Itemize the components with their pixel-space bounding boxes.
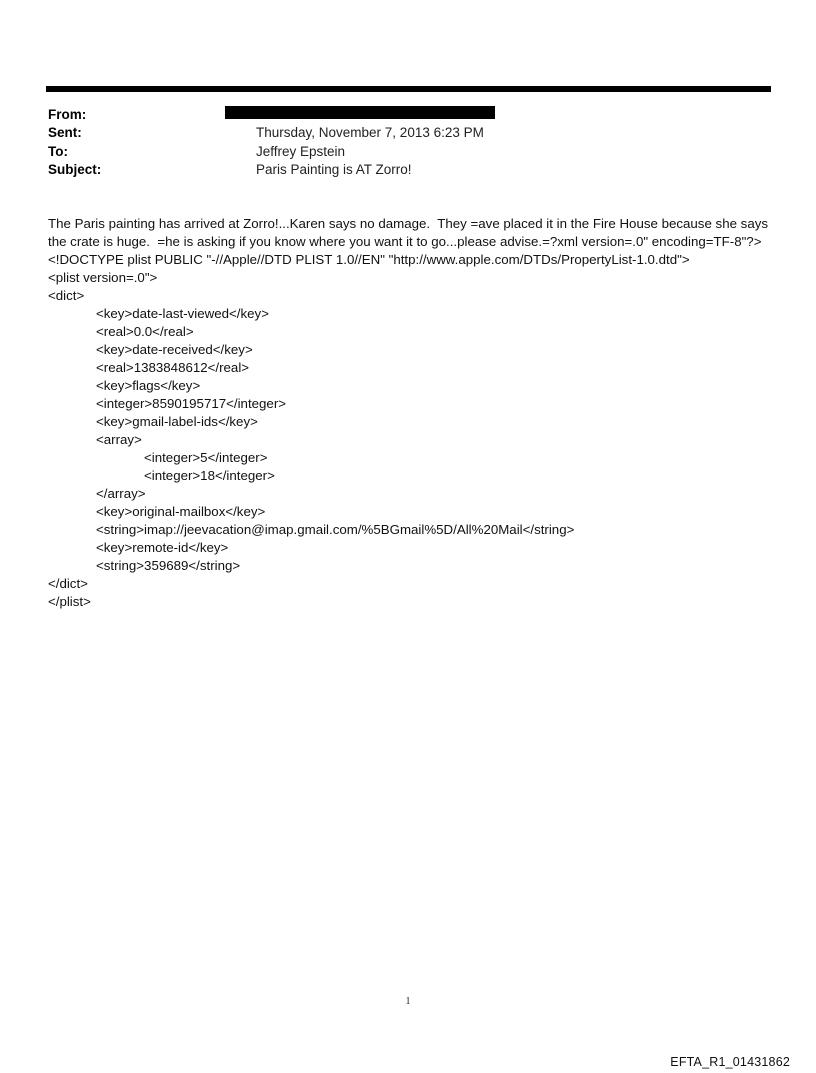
body-line: <string>359689</string> — [96, 558, 241, 573]
email-body — [48, 215, 788, 611]
body-line: <array> — [96, 432, 142, 447]
body-line: <integer>5</integer> — [144, 450, 268, 465]
header-rule — [46, 86, 771, 92]
from-label: From: — [48, 106, 87, 122]
body-line: <key>remote-id</key> — [96, 540, 229, 555]
body-line: <integer>8590195717</integer> — [96, 396, 287, 411]
from-row — [48, 105, 748, 124]
body-line: </plist> — [48, 594, 91, 609]
subject-row — [48, 161, 748, 180]
subject-value: Paris Painting is AT Zorro! — [256, 162, 412, 178]
body-line: <integer>18</integer> — [144, 468, 275, 483]
body-line: <key>date-received</key> — [96, 342, 253, 357]
sent-label: Sent: — [48, 125, 82, 141]
body-line: <key>flags</key> — [96, 378, 201, 393]
body-line: </array> — [96, 486, 146, 501]
body-line: <real>1383848612</real> — [96, 360, 250, 375]
body-line: <real>0.0</real> — [96, 324, 194, 339]
document-id: EFTA_R1_01431862 — [670, 1055, 790, 1069]
body-line: the crate is huge. =he is asking if you know where you want it to go...please advise.=?xml version=.0" encoding=TF-8"?> — [48, 234, 762, 249]
to-value: Jeffrey Epstein — [256, 143, 346, 159]
body-line: <key>gmail-label-ids</key> — [96, 414, 258, 429]
to-row — [48, 142, 748, 161]
body-line: <key>date-last-viewed</key> — [96, 306, 269, 321]
body-line: <string>imap://jeevacation@imap.gmail.com/%5BGmail%5D/All%20Mail</string> — [96, 522, 575, 537]
redaction-bar — [225, 106, 495, 119]
email-header — [48, 105, 748, 179]
body-line: <!DOCTYPE plist PUBLIC "-//Apple//DTD PLIST 1.0//EN" "http://www.apple.com/DTDs/PropertyList-1.0.dtd"> — [48, 252, 690, 267]
sent-row — [48, 124, 748, 143]
body-line: <key>original-mailbox</key> — [96, 504, 266, 519]
sent-value: Thursday, November 7, 2013 6:23 PM — [256, 125, 484, 141]
body-line: </dict> — [48, 576, 88, 591]
to-label: To: — [48, 143, 68, 159]
body-line: <plist version=.0"> — [48, 270, 158, 285]
page-number: 1 — [405, 996, 411, 1007]
body-line: <dict> — [48, 288, 85, 303]
body-line: The Paris painting has arrived at Zorro!...Karen says no damage. They =ave placed it in the Fire House because she says — [48, 216, 769, 231]
subject-label: Subject: — [48, 162, 102, 178]
